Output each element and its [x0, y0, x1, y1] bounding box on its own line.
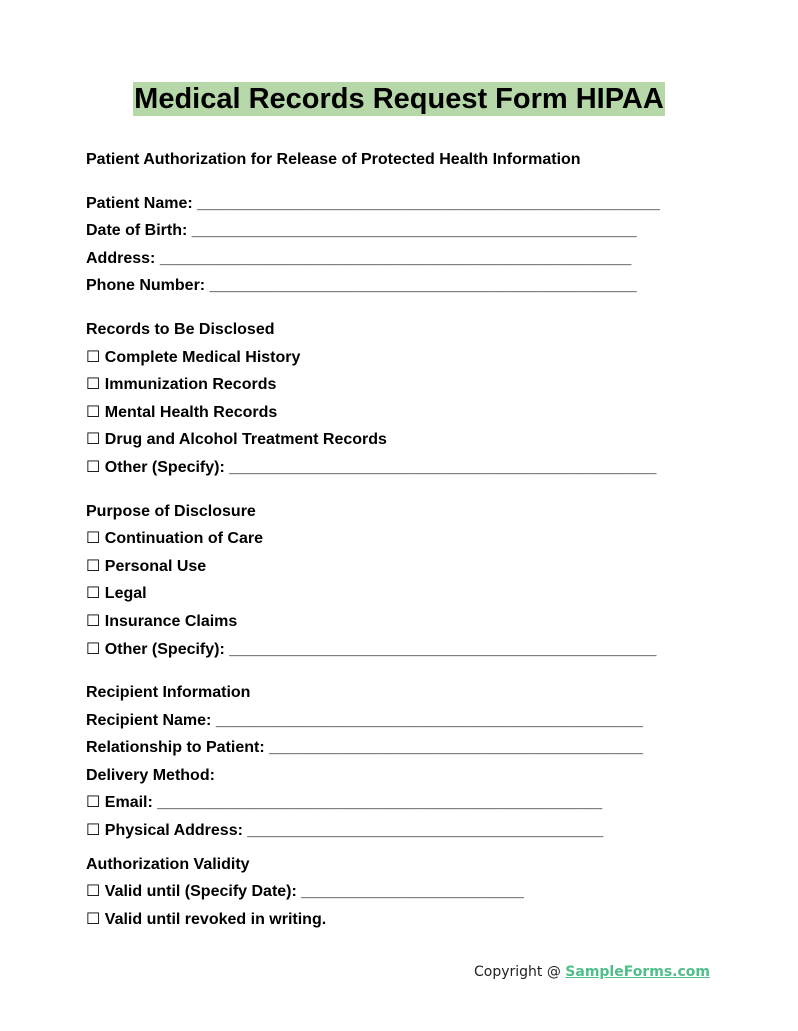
purpose-option-other[interactable]	[86, 636, 726, 664]
option-label: Other (Specify):	[104, 458, 225, 476]
field-label: Date of Birth:	[86, 222, 188, 240]
field-blank[interactable]: _________________________	[301, 883, 524, 901]
delivery-method-label: Delivery Method:	[86, 766, 215, 784]
option-label: Other (Specify):	[104, 640, 225, 658]
purpose-option-insurance[interactable]	[86, 608, 726, 636]
field-blank[interactable]: ________________________________________________	[215, 711, 643, 729]
records-option-immunization[interactable]	[86, 371, 726, 399]
checkbox-icon[interactable]: ☐	[86, 376, 101, 394]
option-label: Insurance Claims	[104, 612, 238, 630]
option-label: Legal	[104, 585, 147, 603]
page-title: Medical Records Request Form HIPAA	[134, 83, 664, 115]
purpose-heading: Purpose of Disclosure	[86, 502, 256, 520]
field-blank[interactable]: ________________________________________________	[209, 277, 637, 295]
checkbox-icon[interactable]: ☐	[86, 910, 101, 928]
recipient-heading: Recipient Information	[86, 684, 251, 702]
option-label: Physical Address:	[104, 822, 243, 840]
purpose-option-continuation[interactable]	[86, 525, 726, 553]
checkbox-icon[interactable]: ☐	[86, 348, 101, 366]
option-label: Mental Health Records	[104, 403, 278, 421]
option-label: Immunization Records	[104, 376, 277, 394]
validity-heading: Authorization Validity	[86, 855, 250, 873]
checkbox-icon[interactable]: ☐	[86, 822, 101, 840]
delivery-option-physical-address[interactable]	[86, 817, 726, 845]
field-blank[interactable]: ________________________________________________	[229, 640, 657, 658]
purpose-option-personal[interactable]	[86, 553, 726, 581]
validity-option-until-revoked[interactable]	[86, 906, 726, 934]
copyright-text: Copyright @	[473, 964, 561, 980]
field-blank[interactable]: ________________________________________	[247, 822, 604, 840]
field-blank[interactable]: _____________________________________________________	[159, 249, 632, 267]
field-label: Phone Number:	[86, 277, 206, 295]
phone-number-field[interactable]	[86, 272, 726, 300]
title-wrapper	[0, 82, 798, 116]
copyright-footer	[474, 962, 710, 982]
option-label: Valid until revoked in writing.	[104, 910, 327, 928]
checkbox-icon[interactable]: ☐	[86, 530, 101, 548]
field-blank[interactable]: __________________________________________________	[191, 222, 637, 240]
form-subtitle: Patient Authorization for Release of Protected Health Information	[86, 151, 581, 168]
checkbox-icon[interactable]: ☐	[86, 431, 101, 449]
checkbox-icon[interactable]: ☐	[86, 557, 101, 575]
purpose-option-legal[interactable]	[86, 580, 726, 608]
checkbox-icon[interactable]: ☐	[86, 612, 101, 630]
field-blank[interactable]: ____________________________________________________	[197, 194, 660, 212]
validity-option-until-date[interactable]	[86, 878, 726, 906]
option-label: Email:	[104, 794, 153, 812]
option-label: Drug and Alcohol Treatment Records	[104, 431, 387, 449]
date-of-birth-field[interactable]	[86, 217, 726, 245]
checkbox-icon[interactable]: ☐	[86, 403, 101, 421]
records-option-drug-alcohol[interactable]	[86, 426, 726, 454]
delivery-option-email[interactable]	[86, 789, 726, 817]
brand-link[interactable]: SampleForms.com	[565, 964, 710, 980]
records-option-complete-history[interactable]	[86, 344, 726, 372]
field-label: Relationship to Patient:	[86, 739, 265, 757]
checkbox-icon[interactable]: ☐	[86, 458, 101, 476]
field-label: Patient Name:	[86, 194, 193, 212]
option-label: Continuation of Care	[104, 530, 264, 548]
field-blank[interactable]: __________________________________________________	[157, 794, 603, 812]
address-field[interactable]	[86, 245, 726, 273]
option-label: Complete Medical History	[104, 348, 301, 366]
records-option-other[interactable]	[86, 454, 726, 482]
recipient-name-field[interactable]	[86, 707, 726, 735]
patient-name-field[interactable]	[86, 190, 726, 218]
option-label: Personal Use	[104, 557, 207, 575]
checkbox-icon[interactable]: ☐	[86, 640, 101, 658]
field-label: Recipient Name:	[86, 711, 212, 729]
checkbox-icon[interactable]: ☐	[86, 585, 101, 603]
records-option-mental-health[interactable]	[86, 399, 726, 427]
relationship-field[interactable]	[86, 734, 726, 762]
field-blank[interactable]: __________________________________________	[269, 739, 643, 757]
field-label: Address:	[86, 249, 156, 267]
form-body	[86, 146, 726, 933]
option-label: Valid until (Specify Date):	[104, 883, 297, 901]
field-blank[interactable]: ________________________________________________	[229, 458, 657, 476]
records-heading: Records to Be Disclosed	[86, 320, 275, 338]
checkbox-icon[interactable]: ☐	[86, 794, 101, 812]
checkbox-icon[interactable]: ☐	[86, 883, 101, 901]
